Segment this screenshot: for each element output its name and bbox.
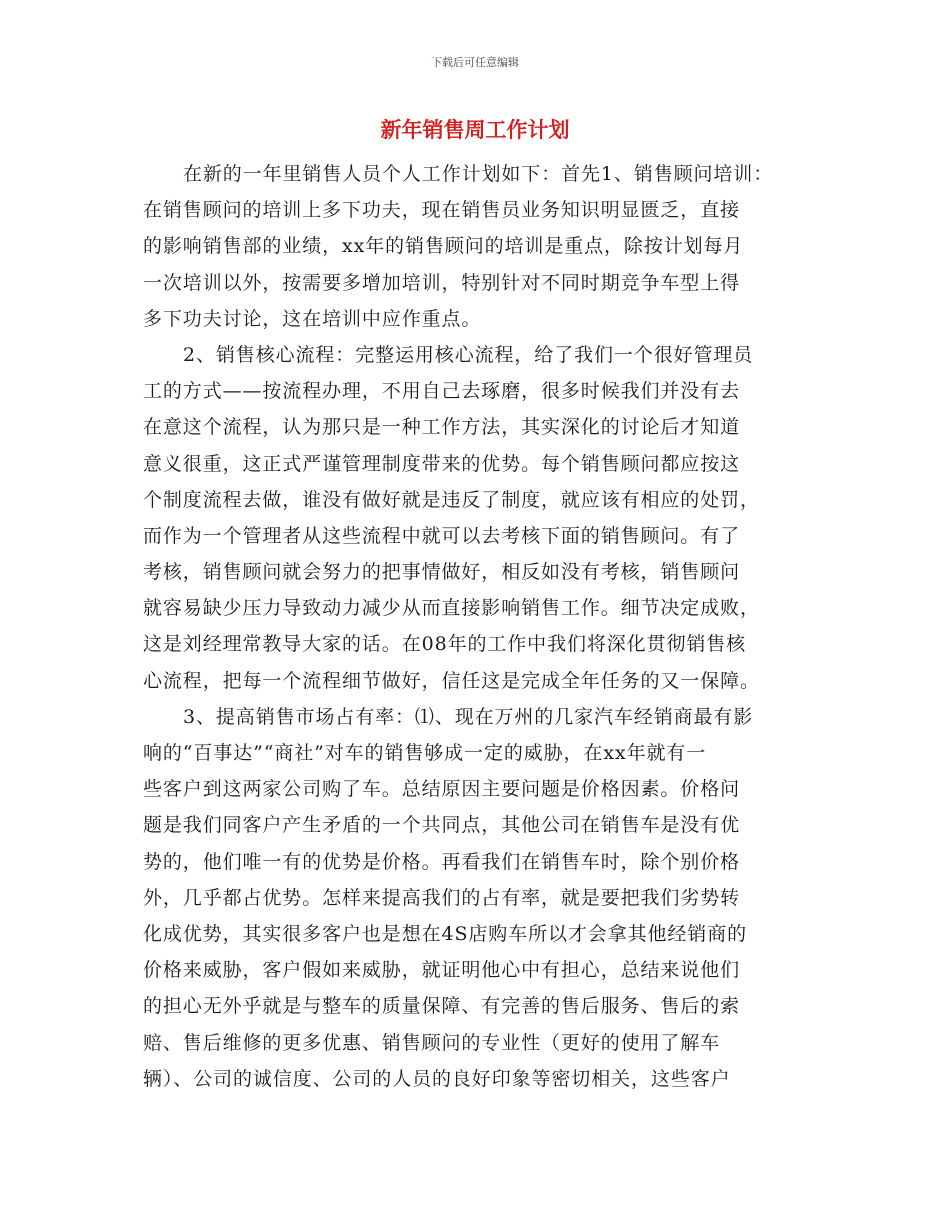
text-line: 工的方式——按流程办理，不用自己去琢磨，很多时候我们并没有去	[143, 380, 741, 403]
text-line: 意义很重，这正式严谨管理制度带来的优势。每个销售顾问都应按这	[143, 452, 741, 475]
text-line: 而作为一个管理者从这些流程中就可以去考核下面的销售顾问。有了	[143, 524, 741, 547]
text-line: 在新的一年里销售人员个人工作计划如下：首先1、销售顾问培训：	[183, 163, 774, 185]
text-line: 化成优势，其实很多客户也是想在4S店购车所以才会拿其他经销商的	[143, 922, 748, 945]
text-line: 个制度流程去做，谁没有做好就是违反了制度，就应该有相应的处罚，	[143, 488, 760, 511]
text-line: 心流程，把每一个流程细节做好，信任这是完成全年任务的又一保障。	[143, 669, 760, 692]
text-line: 些客户到这两家公司购了车。总结原因主要问题是价格因素。价格问	[143, 778, 741, 801]
text-line: 在销售顾问的培训上多下功夫，现在销售员业务知识明显匮乏，直接	[143, 199, 741, 222]
text-line: 考核，销售顾问就会努力的把事情做好，相反如没有考核，销售顾问	[143, 561, 741, 584]
paragraph-market-share	[143, 699, 833, 1097]
text-line: 辆）、公司的诚信度、公司的人员的良好印象等密切相关，这些客户	[143, 1067, 731, 1090]
text-line: 外，几乎都占优势。怎样来提高我们的占有率，就是要把我们劣势转	[143, 886, 741, 909]
text-line: 势的，他们唯一有的优势是价格。再看我们在销售车时，除个别价格	[143, 850, 741, 873]
text-line: 价格来威胁，客户假如来威胁，就证明他心中有担心，总结来说他们	[143, 959, 741, 982]
text-line: 的影响销售部的业绩，xx年的销售顾问的培训是重点，除按计划每月	[143, 235, 744, 258]
text-line: 2、销售核心流程：完整运用核心流程，给了我们一个很好管理员	[183, 343, 754, 366]
paragraph-training	[143, 156, 833, 337]
document-title: 新年销售周工作计划	[380, 118, 570, 142]
header-note: 下载后可任意编辑	[431, 56, 519, 69]
paragraph-core-process	[143, 337, 833, 699]
text-line: 在意这个流程，认为那只是一种工作方法，其实深化的讨论后才知道	[143, 416, 741, 439]
text-line: 响的“百事达”“商社”对车的销售够成一定的威胁，在xx年就有一	[143, 742, 707, 764]
text-line: 题是我们同客户产生矛盾的一个共同点，其他公司在销售车是没有优	[143, 814, 741, 837]
text-line: 这是刘经理常教导大家的话。在08年的工作中我们将深化贯彻销售核	[143, 633, 747, 656]
text-line: 多下功夫讨论，这在培训中应作重点。	[143, 307, 482, 330]
text-line: 一次培训以外，按需要多增加培训，特别针对不同时期竞争车型上得	[143, 271, 741, 294]
text-line: 3、提高销售市场占有率：⑴、现在万州的几家汽车经销商最有影	[183, 705, 754, 728]
text-line: 就容易缺少压力导致动力减少从而直接影响销售工作。细节决定成败，	[143, 597, 760, 620]
text-line: 的担心无外乎就是与整车的质量保障、有完善的售后服务、售后的索	[143, 995, 741, 1018]
document-body	[143, 156, 833, 1097]
text-line: 赔、售后维修的更多优惠、销售顾问的专业性（更好的使用了解车	[143, 1031, 721, 1054]
